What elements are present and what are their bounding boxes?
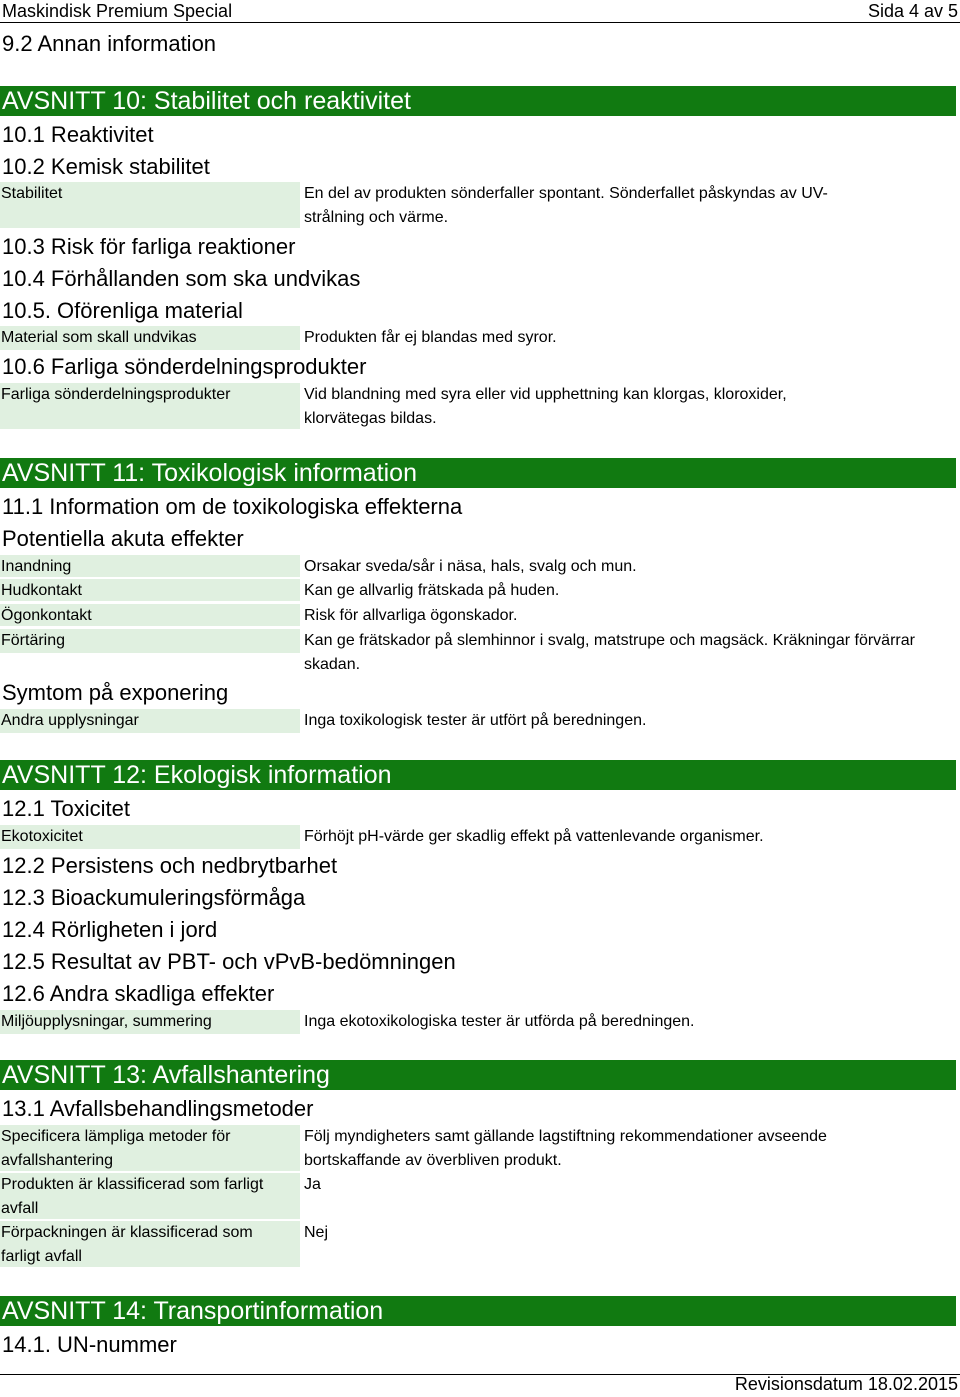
subsection-13-1: 13.1 Avfallsbehandlingsmetoder (2, 1096, 314, 1121)
field-label-packaging-hazardous (0, 1221, 300, 1267)
field-value-stabilitet: En del av produkten sönderfaller spontant. Sönderfallet påskyndas av UV-strålning och värme. (304, 185, 828, 226)
label-text: Miljöupplysningar, summering (1, 1013, 212, 1030)
subsection-10-5: 10.5. Oförenliga material (2, 298, 243, 323)
field-label-disposal-method (0, 1125, 300, 1171)
field-label-ecotoxicity (0, 825, 300, 849)
field-label-environment-summary (0, 1010, 300, 1034)
section-13-header (0, 1060, 956, 1090)
label-text: Stabilitet (1, 185, 63, 202)
subsection-12-5: 12.5 Resultat av PBT- och vPvB-bedömningen (2, 949, 456, 974)
field-label-other-info (0, 709, 300, 733)
field-value-skin: Kan ge allvarlig frätskada på huden. (304, 582, 560, 599)
field-value-eye: Risk för allvarliga ögonskador. (304, 607, 518, 624)
section-11-header (0, 458, 956, 488)
field-label-skin (0, 579, 300, 601)
subsection-10-1: 10.1 Reaktivitet (2, 122, 154, 147)
field-value-ecotoxicity: Förhöjt pH-värde ger skadlig effekt på vattenlevande organismer. (304, 828, 764, 845)
field-label-inhalation (0, 555, 300, 577)
subsection-10-4: 10.4 Förhållanden som ska undvikas (2, 266, 361, 291)
label-text: Inandning (1, 558, 72, 575)
field-value-disposal-method: Följ myndigheters samt gällande lagstiftning rekommendationer avseende bortskaffande av överbliven produkt. (304, 1128, 827, 1169)
subsection-12-3: 12.3 Bioackumuleringsförmåga (2, 885, 306, 910)
label-text: Hudkontakt (1, 582, 82, 599)
header-rule (0, 22, 960, 23)
label-text: Farliga sönderdelningsprodukter (1, 386, 231, 403)
field-label-material (0, 326, 300, 350)
subsection-12-1: 12.1 Toxicitet (2, 796, 131, 821)
subsection-12-6: 12.6 Andra skadliga effekter (2, 981, 275, 1006)
label-text: Ögonkontakt (1, 607, 92, 624)
label-text: Förtäring (1, 632, 66, 649)
section-12-title: AVSNITT 12: Ekologisk information (2, 761, 392, 789)
section-13-title: AVSNITT 13: Avfallshantering (2, 1061, 330, 1089)
subsection-10-2: 10.2 Kemisk stabilitet (2, 154, 210, 179)
section-14-title: AVSNITT 14: Transportinformation (2, 1297, 384, 1325)
acute-effects-heading: Potentiella akuta effekter (2, 526, 244, 551)
label-text: Förpackningen är klassificerad som farligt avfall (1, 1224, 253, 1265)
label-text: Specificera lämpliga metoder för avfallshantering (1, 1128, 231, 1169)
field-value-environment-summary: Inga ekotoxikologiska tester är utförda på beredningen. (304, 1013, 695, 1030)
field-value-other-info: Inga toxikologisk tester är utfört på beredningen. (304, 712, 647, 729)
label-text: Material som skall undvikas (1, 329, 197, 346)
field-value-product-hazardous: Ja (304, 1176, 321, 1193)
section-10-title: AVSNITT 10: Stabilitet och reaktivitet (2, 87, 411, 115)
field-label-eye (0, 604, 300, 626)
subsection-10-3: 10.3 Risk för farliga reaktioner (2, 234, 296, 259)
field-value-material: Produkten får ej blandas med syror. (304, 329, 557, 346)
page-number: Sida 4 av 5 (867, 1, 958, 21)
field-label-product-hazardous (0, 1173, 300, 1219)
field-value-ingestion: Kan ge frätskador på slemhinnor i svalg, matstrupe och magsäck. Kräkningar förvärrar skadan. (304, 632, 915, 673)
revision-date: Revisionsdatum 18.02.2015 (734, 1374, 958, 1394)
field-label-stabilitet (0, 182, 300, 228)
field-label-decomposition (0, 383, 300, 429)
field-label-ingestion (0, 629, 300, 653)
subsection-12-4: 12.4 Rörligheten i jord (2, 917, 218, 942)
label-text: Andra upplysningar (1, 712, 139, 729)
field-value-packaging-hazardous: Nej (304, 1224, 329, 1241)
field-value-decomposition: Vid blandning med syra eller vid upphettning kan klorgas, kloroxider, klorvätegas bildas. (304, 386, 787, 427)
label-text: Produkten är klassificerad som farligt avfall (1, 1176, 264, 1217)
symptoms-heading: Symtom på exponering (2, 680, 229, 705)
subsection-12-2: 12.2 Persistens och nedbrytbarhet (2, 853, 338, 878)
subsection-10-6: 10.6 Farliga sönderdelningsprodukter (2, 354, 367, 379)
section-12-header (0, 760, 956, 790)
section-11-title: AVSNITT 11: Toxikologisk information (2, 459, 417, 487)
subsection-11-1: 11.1 Information om de toxikologiska effekterna (2, 494, 463, 519)
subsection-14-1: 14.1. UN-nummer (2, 1332, 177, 1357)
section-10-header (0, 86, 956, 116)
section-14-header (0, 1296, 956, 1326)
document-title: Maskindisk Premium Special (2, 1, 233, 21)
subsection-9-2: 9.2 Annan information (2, 31, 217, 56)
label-text: Ekotoxicitet (1, 828, 83, 845)
field-value-inhalation: Orsakar sveda/sår i näsa, hals, svalg och mun. (304, 558, 637, 575)
